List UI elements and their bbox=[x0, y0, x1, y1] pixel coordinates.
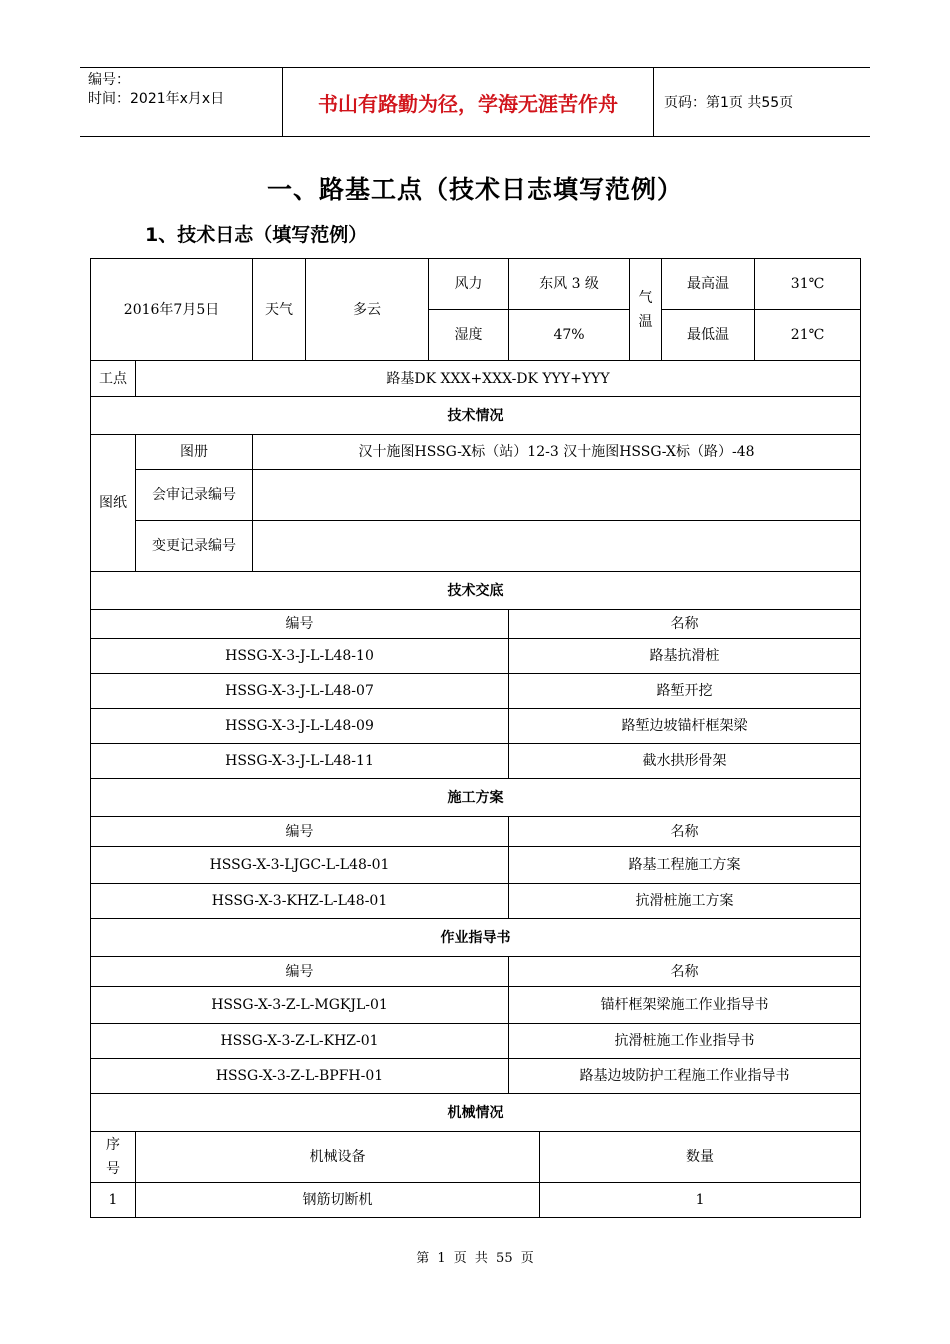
briefing-col-code: 编号 bbox=[91, 610, 509, 639]
table-row-name: 锚杆框架梁施工作业指导书 bbox=[509, 987, 861, 1024]
table-row-name: 路基抗滑桩 bbox=[509, 639, 861, 674]
table-row-name: 路基边坡防护工程施工作业指导书 bbox=[509, 1059, 861, 1094]
time-label: 时间：2021年x月x日 bbox=[88, 91, 225, 107]
section-guide: 作业指导书 bbox=[91, 919, 861, 957]
table-row-name: 截水拱形骨架 bbox=[509, 744, 861, 779]
max-temp-value: 31℃ bbox=[755, 259, 861, 310]
table-row-code: HSSG-X-3-LJGC-L-L48-01 bbox=[91, 847, 509, 884]
temp-label: 气温 bbox=[630, 259, 662, 361]
sub-title: 1、技术日志（填写范例） bbox=[145, 224, 368, 246]
humidity-label: 湿度 bbox=[429, 310, 509, 361]
main-title: 一、路基工点（技术日志填写范例） bbox=[266, 175, 683, 204]
table-row-name: 路堑边坡锚杆框架梁 bbox=[509, 709, 861, 744]
table-row-no: 1 bbox=[91, 1183, 136, 1218]
review-label: 会审记录编号 bbox=[136, 470, 253, 521]
document-header bbox=[80, 67, 870, 137]
briefing-col-name: 名称 bbox=[509, 610, 861, 639]
guide-col-code: 编号 bbox=[91, 957, 509, 987]
plan-col-name: 名称 bbox=[509, 817, 861, 847]
atlas-value: 汉十施图HSSG-X标（站）12-3 汉十施图HSSG-X标（路）-48 bbox=[253, 435, 861, 470]
table-row-name: 抗滑桩施工方案 bbox=[509, 884, 861, 919]
review-value bbox=[253, 470, 861, 521]
min-temp-value: 21℃ bbox=[755, 310, 861, 361]
table-row-name: 路基工程施工方案 bbox=[509, 847, 861, 884]
table-row-equipment: 钢筋切断机 bbox=[136, 1183, 540, 1218]
section-tech: 技术情况 bbox=[91, 397, 861, 435]
min-temp-label: 最低温 bbox=[662, 310, 755, 361]
site-value: 路基DK XXX+XXX-DK YYY+YYY bbox=[136, 361, 861, 397]
drawings-label: 图纸 bbox=[91, 435, 136, 572]
header-page-info: 页码：第1页 共55页 bbox=[664, 95, 794, 111]
change-label: 变更记录编号 bbox=[136, 521, 253, 572]
table-row-code: HSSG-X-3-J-L-L48-10 bbox=[91, 639, 509, 674]
plan-col-code: 编号 bbox=[91, 817, 509, 847]
header-motto: 书山有路勤为径，学海无涯苦作舟 bbox=[282, 68, 654, 136]
table-row-code: HSSG-X-3-J-L-L48-07 bbox=[91, 674, 509, 709]
section-machine: 机械情况 bbox=[91, 1094, 861, 1132]
log-date: 2016年7月5日 bbox=[91, 259, 253, 361]
wind-value: 东风 3 级 bbox=[509, 259, 630, 310]
table-row-name: 路堑开挖 bbox=[509, 674, 861, 709]
header-meta bbox=[80, 68, 282, 136]
machine-col-qty: 数量 bbox=[540, 1132, 861, 1183]
technical-log-table bbox=[90, 258, 861, 1218]
table-row-code: HSSG-X-3-Z-L-BPFH-01 bbox=[91, 1059, 509, 1094]
weather-label: 天气 bbox=[253, 259, 306, 361]
change-value bbox=[253, 521, 861, 572]
atlas-label: 图册 bbox=[136, 435, 253, 470]
number-label: 编号： bbox=[88, 72, 130, 88]
max-temp-label: 最高温 bbox=[662, 259, 755, 310]
wind-label: 风力 bbox=[429, 259, 509, 310]
table-row-code: HSSG-X-3-KHZ-L-L48-01 bbox=[91, 884, 509, 919]
section-plan: 施工方案 bbox=[91, 779, 861, 817]
machine-col-no: 序号 bbox=[91, 1132, 136, 1183]
page-footer: 第 1 页 共 55 页 bbox=[416, 1251, 534, 1266]
table-row-qty: 1 bbox=[540, 1183, 861, 1218]
machine-col-equipment: 机械设备 bbox=[136, 1132, 540, 1183]
table-row-code: HSSG-X-3-J-L-L48-09 bbox=[91, 709, 509, 744]
site-label: 工点 bbox=[91, 361, 136, 397]
table-row-code: HSSG-X-3-J-L-L48-11 bbox=[91, 744, 509, 779]
guide-col-name: 名称 bbox=[509, 957, 861, 987]
weather-value: 多云 bbox=[306, 259, 429, 361]
table-row-name: 抗滑桩施工作业指导书 bbox=[509, 1024, 861, 1059]
section-briefing: 技术交底 bbox=[91, 572, 861, 610]
table-row-code: HSSG-X-3-Z-L-MGKJL-01 bbox=[91, 987, 509, 1024]
humidity-value: 47% bbox=[509, 310, 630, 361]
table-row-code: HSSG-X-3-Z-L-KHZ-01 bbox=[91, 1024, 509, 1059]
